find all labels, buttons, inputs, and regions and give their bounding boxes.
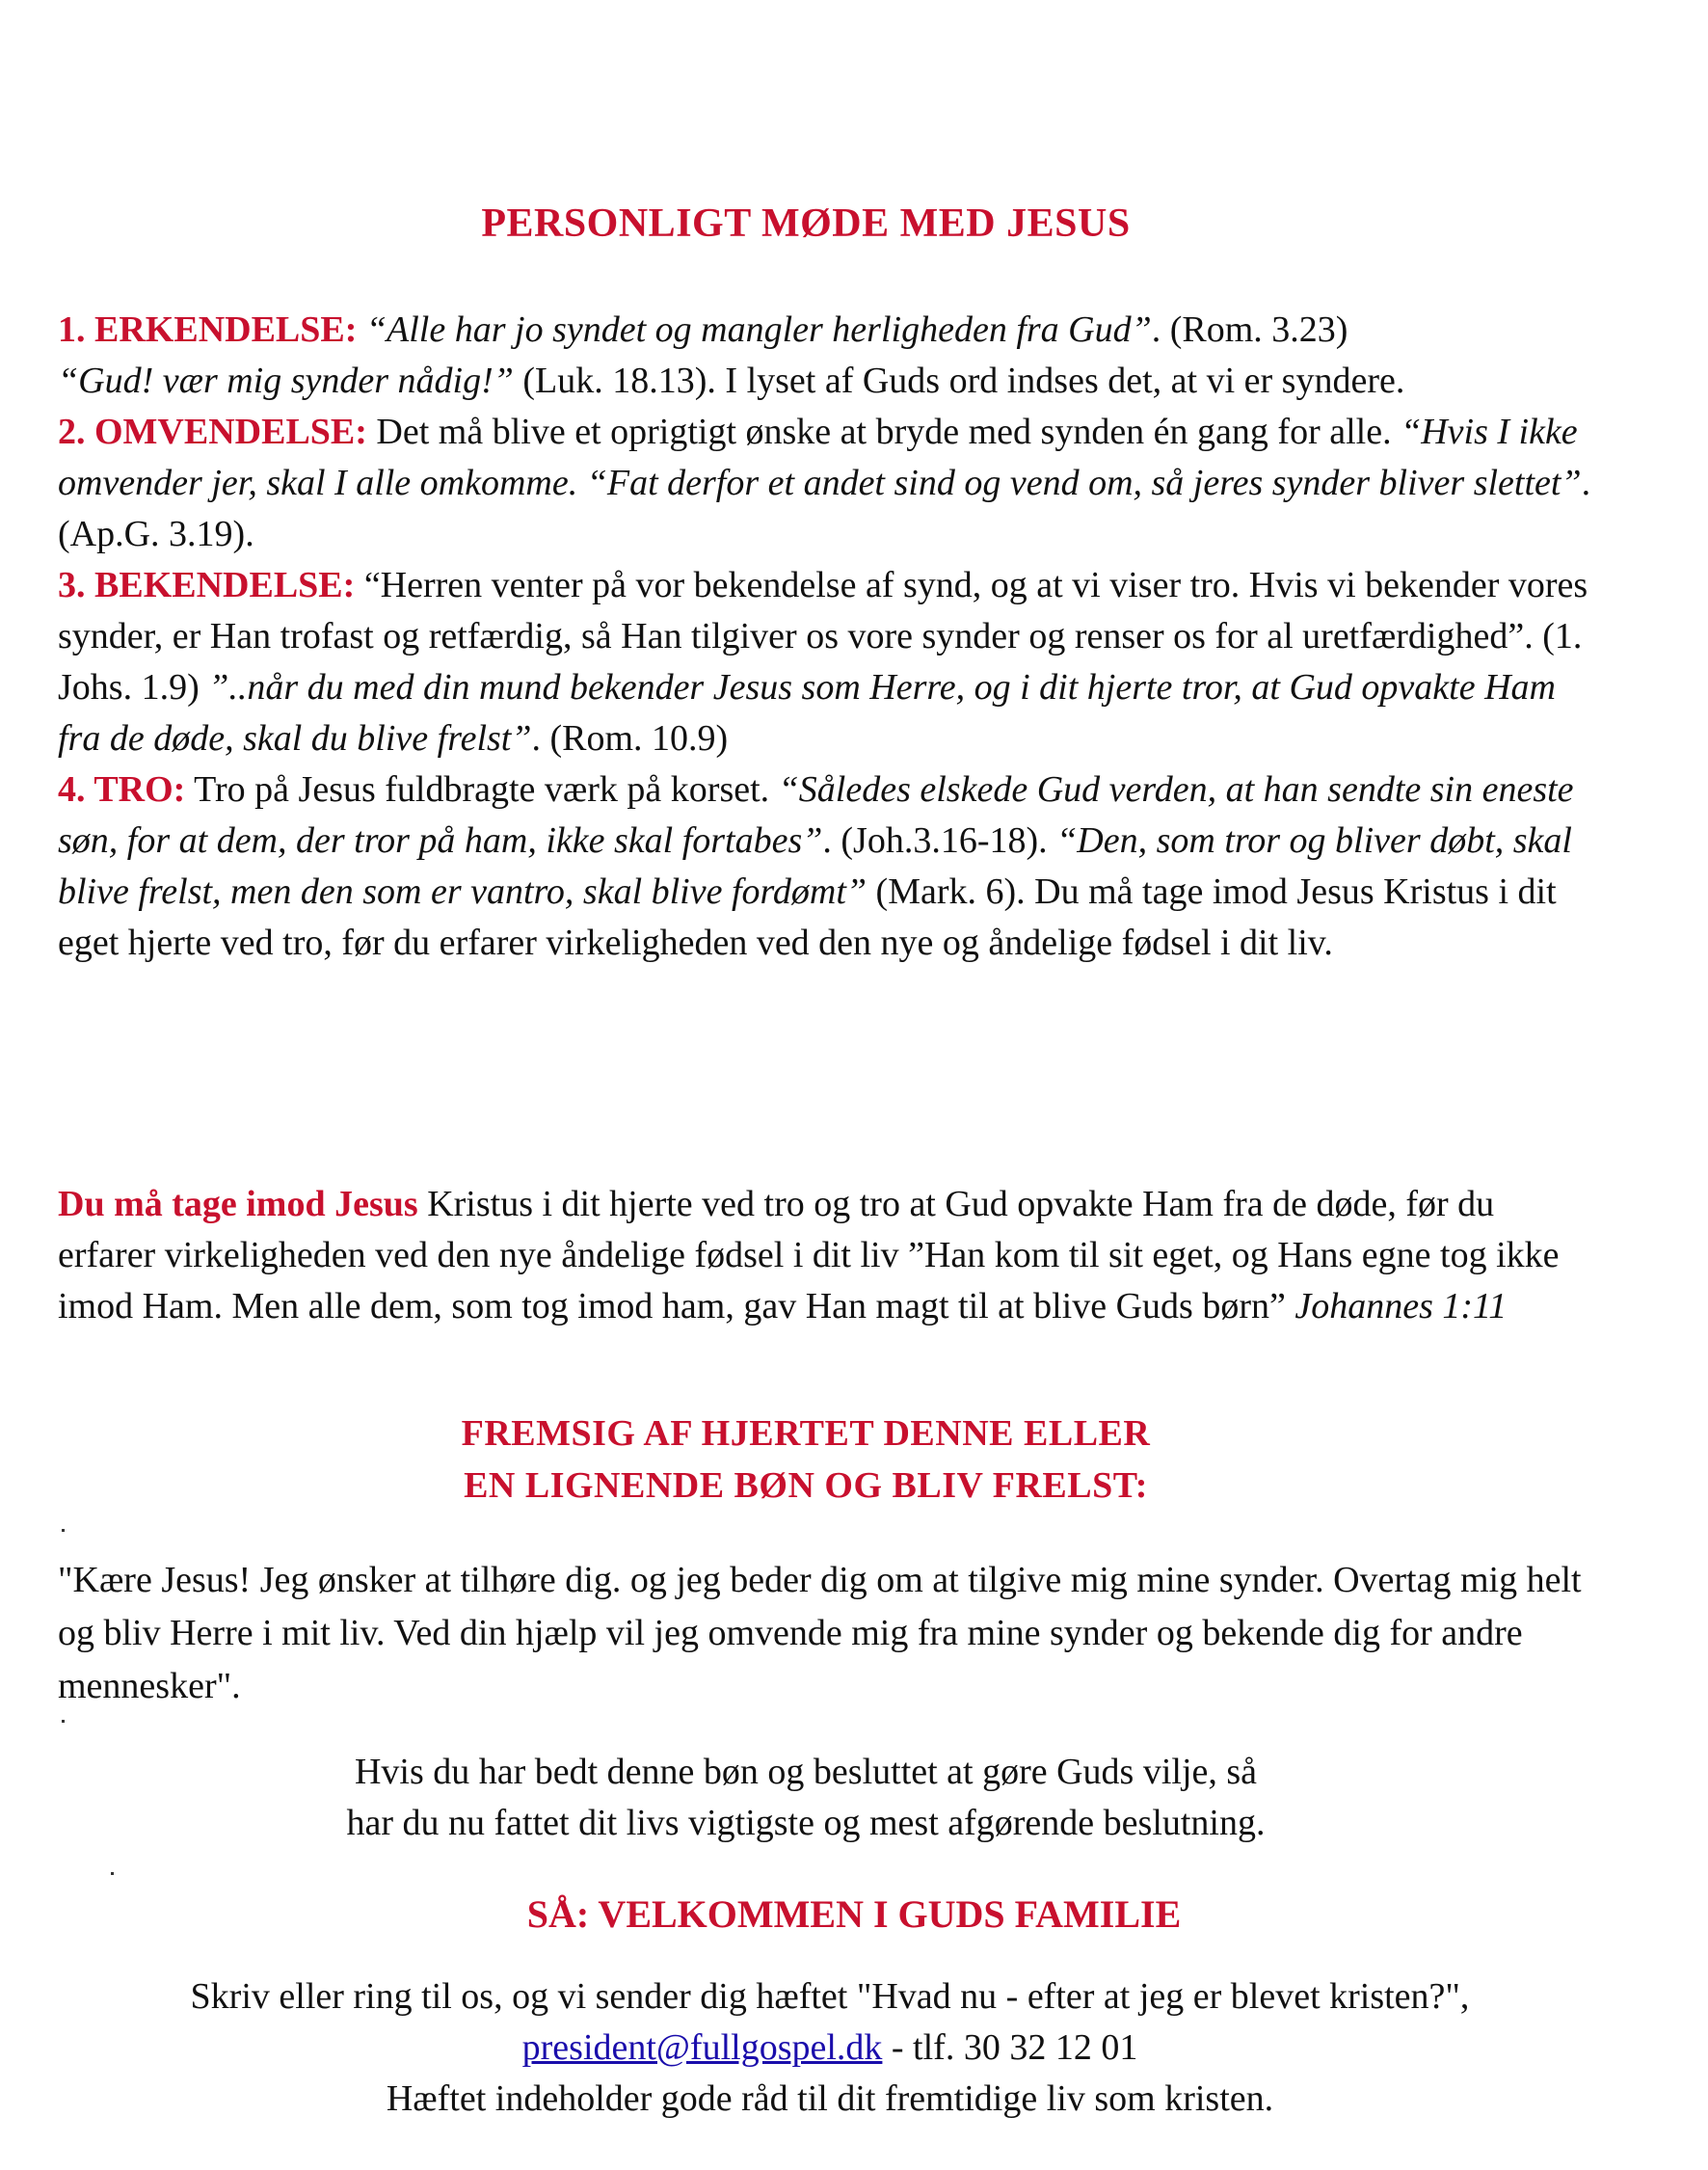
step-label: 4. TRO:	[58, 769, 186, 810]
step-text: (Luk. 18.13). I lyset af Guds ord indses det, at vi er syndere.	[513, 361, 1405, 401]
decision-text	[0, 1747, 1612, 1849]
contact-line: Skriv eller ring til os, og vi sender dig hæftet "Hvad nu - efter at jeg er blevet kristen?",	[190, 1976, 1470, 2017]
step-label: 3. BEKENDELSE:	[58, 565, 356, 605]
step-label: 2. OMVENDELSE:	[58, 412, 367, 452]
bible-reference: . (Rom. 3.23)	[1151, 309, 1348, 350]
welcome-heading: SÅ: VELKOMMEN I GUDS FAMILIE	[526, 1892, 1182, 1936]
stray-dot	[62, 1529, 65, 1532]
receive-jesus-paragraph	[58, 1179, 1600, 1332]
bible-quote: “Gud! vær mig synder nådig!”	[58, 361, 514, 401]
stray-dot	[111, 1872, 114, 1875]
prayer-text: "Kære Jesus! Jeg ønsker at tilhøre dig. og jeg beder dig om at tilgive mig mine synder. Overtag mig helt og bliv Herre i mit liv. Ved din hjælp vil jeg omvende mig fra mine synder og bekende dig for andre mennesker".	[58, 1560, 1582, 1706]
bible-quote: ”..når du med din mund bekender Jesus som Herre, og i dit hjerte tror, at Gud opvakte Ham fra de døde, skal du blive frelst”	[58, 667, 1556, 759]
step-bekendelse	[58, 560, 1600, 764]
prayer-heading-line: FREMSIG AF HJERTET DENNE ELLER	[461, 1413, 1151, 1454]
bible-reference: . (Joh.3.16-18).	[822, 820, 1057, 861]
step-text: (Mark. 6). Du må tage imod Jesus Kristus i dit eget hjerte ved tro, før du erfarer virkeligheden ved den nye og åndelige fødsel i dit liv.	[58, 871, 1557, 963]
step-label: 1. ERKENDELSE:	[58, 309, 358, 350]
bible-reference: . (Rom. 10.9)	[531, 718, 729, 759]
contact-info	[0, 1971, 1660, 2125]
bible-quote: “Den, som tror og bliver døbt, skal blive frelst, men den som er vantro, skal blive fordømt”	[58, 820, 1572, 912]
step-tro	[58, 764, 1600, 969]
contact-line: Hæftet indeholder gode råd til dit fremtidige liv som kristen.	[386, 2078, 1274, 2119]
step-omvendelse	[58, 407, 1600, 560]
step-erkendelse	[58, 305, 1600, 407]
step-text: Tro på Jesus fuldbragte værk på korset.	[185, 769, 779, 810]
page-title: PERSONLIGT MØDE MED JESUS	[481, 201, 1131, 246]
decision-line: Hvis du har bedt denne bøn og besluttet at gøre Guds vilje, så	[354, 1752, 1258, 1792]
email-link[interactable]: president@fullgospel.dk	[521, 2027, 883, 2068]
step-text: Det må blive et oprigtigt ønske at bryde med synden én gang for alle.	[366, 412, 1401, 452]
receive-lead: Du må tage imod Jesus	[58, 1184, 418, 1224]
steps-text	[58, 305, 1600, 969]
stray-dot	[62, 1720, 65, 1723]
bible-quote: “Således elskede Gud verden, at han sendte sin eneste søn, for at dem, der tror på ham, ikke skal fortabes”	[58, 769, 1574, 861]
bible-reference: . (Ap.G. 3.19).	[58, 463, 1591, 554]
receive-text: Kristus i dit hjerte ved tro og tro at Gud opvakte Ham fra de døde, før du erfarer virkeligheden ved den nye åndelige fødsel i dit liv ”Han kom til sit eget, og Hans egne tog ikke imod Ham. Men alle dem, som tog imod ham, gav Han magt til at blive Guds børn”	[58, 1184, 1560, 1326]
bible-quote: “Hvis I ikke omvender jer, skal I alle omkomme. “Fat derfor et andet sind og vend om, så jeres synder bliver slettet”	[58, 412, 1582, 503]
bible-quote: “Alle har jo syndet og mangler herligheden fra Gud”	[365, 309, 1152, 350]
contact-email-line	[0, 2023, 1660, 2074]
prayer-heading-line: EN LIGNENDE BØN OG BLIV FRELST:	[464, 1465, 1148, 1506]
prayer-heading	[0, 1407, 1612, 1512]
decision-line: har du nu fattet dit livs vigtigste og mest afgørende beslutning.	[346, 1803, 1266, 1843]
step-text: “Herren venter på vor bekendelse af synd, og at vi viser tro. Hvis vi bekender vores synder, er Han trofast og retfærdig, så Han tilgiver os vore synder og renser os for al uretfærdighed”. (1. Johs. 1.9)	[58, 565, 1588, 708]
bible-reference: Johannes 1:11	[1294, 1286, 1508, 1326]
phone-number: - tlf. 30 32 12 01	[882, 2027, 1138, 2068]
